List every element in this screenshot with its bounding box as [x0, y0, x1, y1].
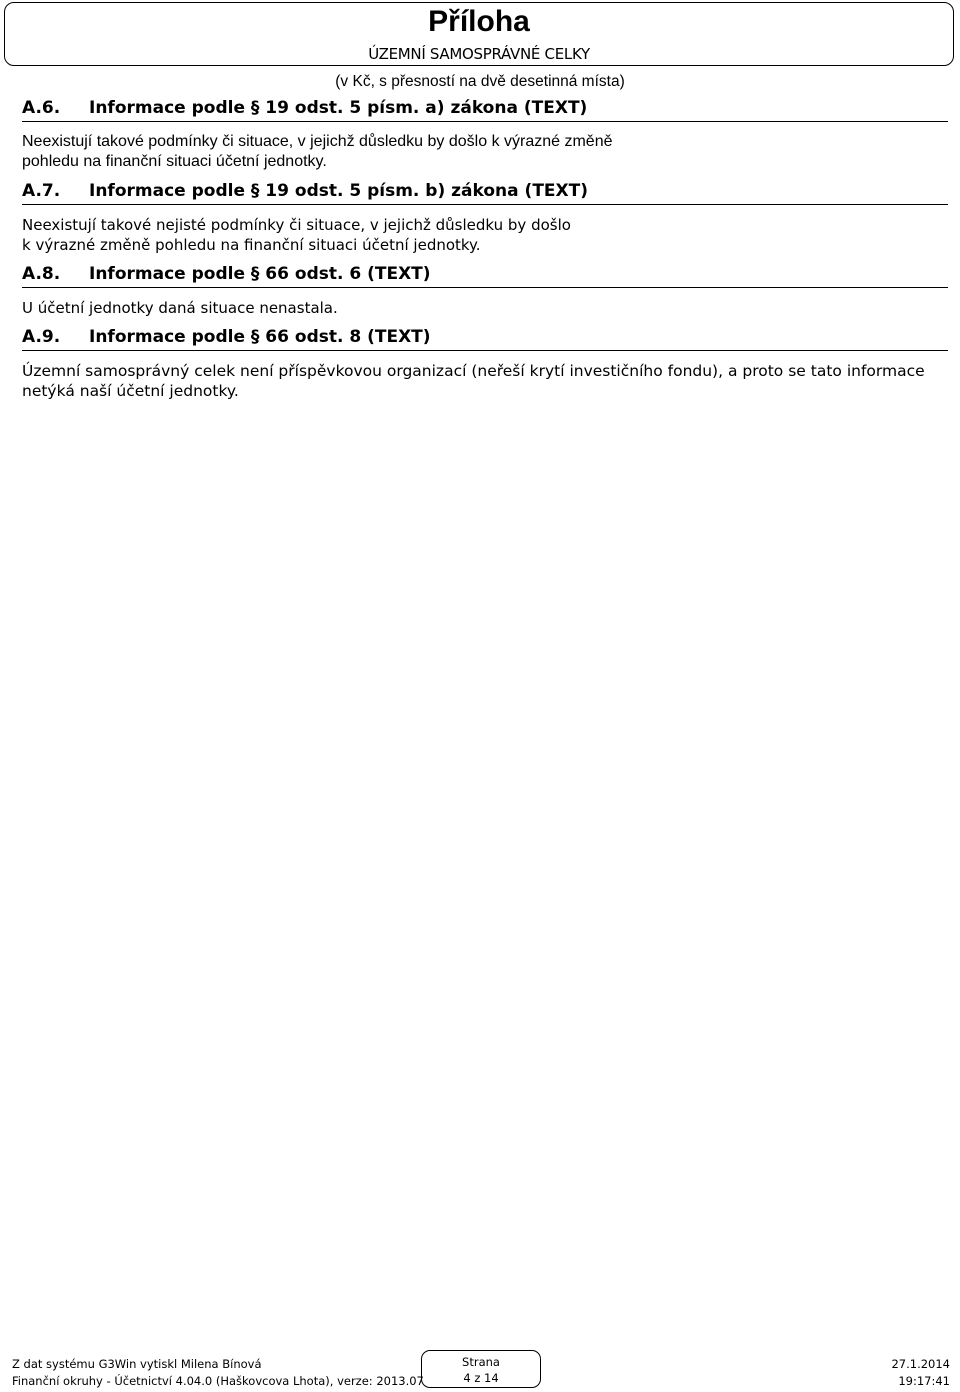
- footer-printed-by: Z dat systému G3Win vytiskl Milena Bínová: [12, 1357, 262, 1371]
- section-a8: [22, 263, 948, 318]
- page-label: Strana: [462, 1355, 500, 1369]
- text-line: k výrazné změně pohledu na finanční situaci účetní jednotky.: [22, 236, 481, 254]
- print-time: 19:17:41: [898, 1374, 950, 1388]
- print-date: 27.1.2014: [891, 1357, 950, 1371]
- section-number: A.7.: [22, 181, 61, 201]
- unit-note: (v Kč, s přesností na dvě desetinná místa): [335, 73, 625, 90]
- section-heading: [22, 326, 948, 351]
- header-box: [4, 2, 954, 66]
- section-title: Informace podle § 66 odst. 6 (TEXT): [89, 264, 431, 284]
- section-heading: [22, 97, 948, 122]
- page-subtitle: ÚZEMNÍ SAMOSPRÁVNÉ CELKY: [368, 45, 590, 63]
- text-line: Neexistují takové podmínky či situace, v jejichž důsledku by došlo k výrazné změně: [22, 133, 613, 150]
- section-number: A.9.: [22, 327, 61, 347]
- section-heading: [22, 180, 948, 205]
- section-title: Informace podle § 66 odst. 8 (TEXT): [89, 327, 431, 347]
- page-title: Příloha: [428, 5, 530, 38]
- section-text: [22, 132, 948, 172]
- section-text: [22, 298, 948, 318]
- section-number: A.6.: [22, 98, 61, 118]
- section-text: [22, 215, 948, 255]
- text-line: U účetní jednotky daná situace nenastala.: [22, 299, 338, 317]
- text-line: pohledu na finanční situaci účetní jednotky.: [22, 153, 327, 170]
- content: [22, 97, 948, 409]
- section-title: Informace podle § 19 odst. 5 písm. b) zákona (TEXT): [89, 181, 589, 201]
- footer-right: [891, 1356, 950, 1390]
- section-heading: [22, 263, 948, 288]
- section-a7: [22, 180, 948, 255]
- section-number: A.8.: [22, 264, 61, 284]
- text-line: Územní samosprávný celek není příspěvkovou organizací (neřeší krytí investičního fondu), a proto se tato informace: [22, 362, 925, 380]
- section-a6: [22, 97, 948, 172]
- page-number-box: [421, 1350, 541, 1388]
- text-line: Neexistují takové nejisté podmínky či situace, v jejichž důsledku by došlo: [22, 216, 571, 234]
- section-a9: [22, 326, 948, 401]
- section-text: [22, 361, 948, 401]
- page-footer: [0, 1350, 960, 1392]
- footer-left: [12, 1356, 424, 1390]
- section-title: Informace podle § 19 odst. 5 písm. a) zákona (TEXT): [89, 98, 588, 118]
- footer-module: Finanční okruhy - Účetnictví 4.04.0 (Haškovcova Lhota), verze: 2013.07: [12, 1374, 424, 1388]
- page-value: 4 z 14: [463, 1371, 499, 1385]
- text-line: netýká naší účetní jednotky.: [22, 382, 239, 400]
